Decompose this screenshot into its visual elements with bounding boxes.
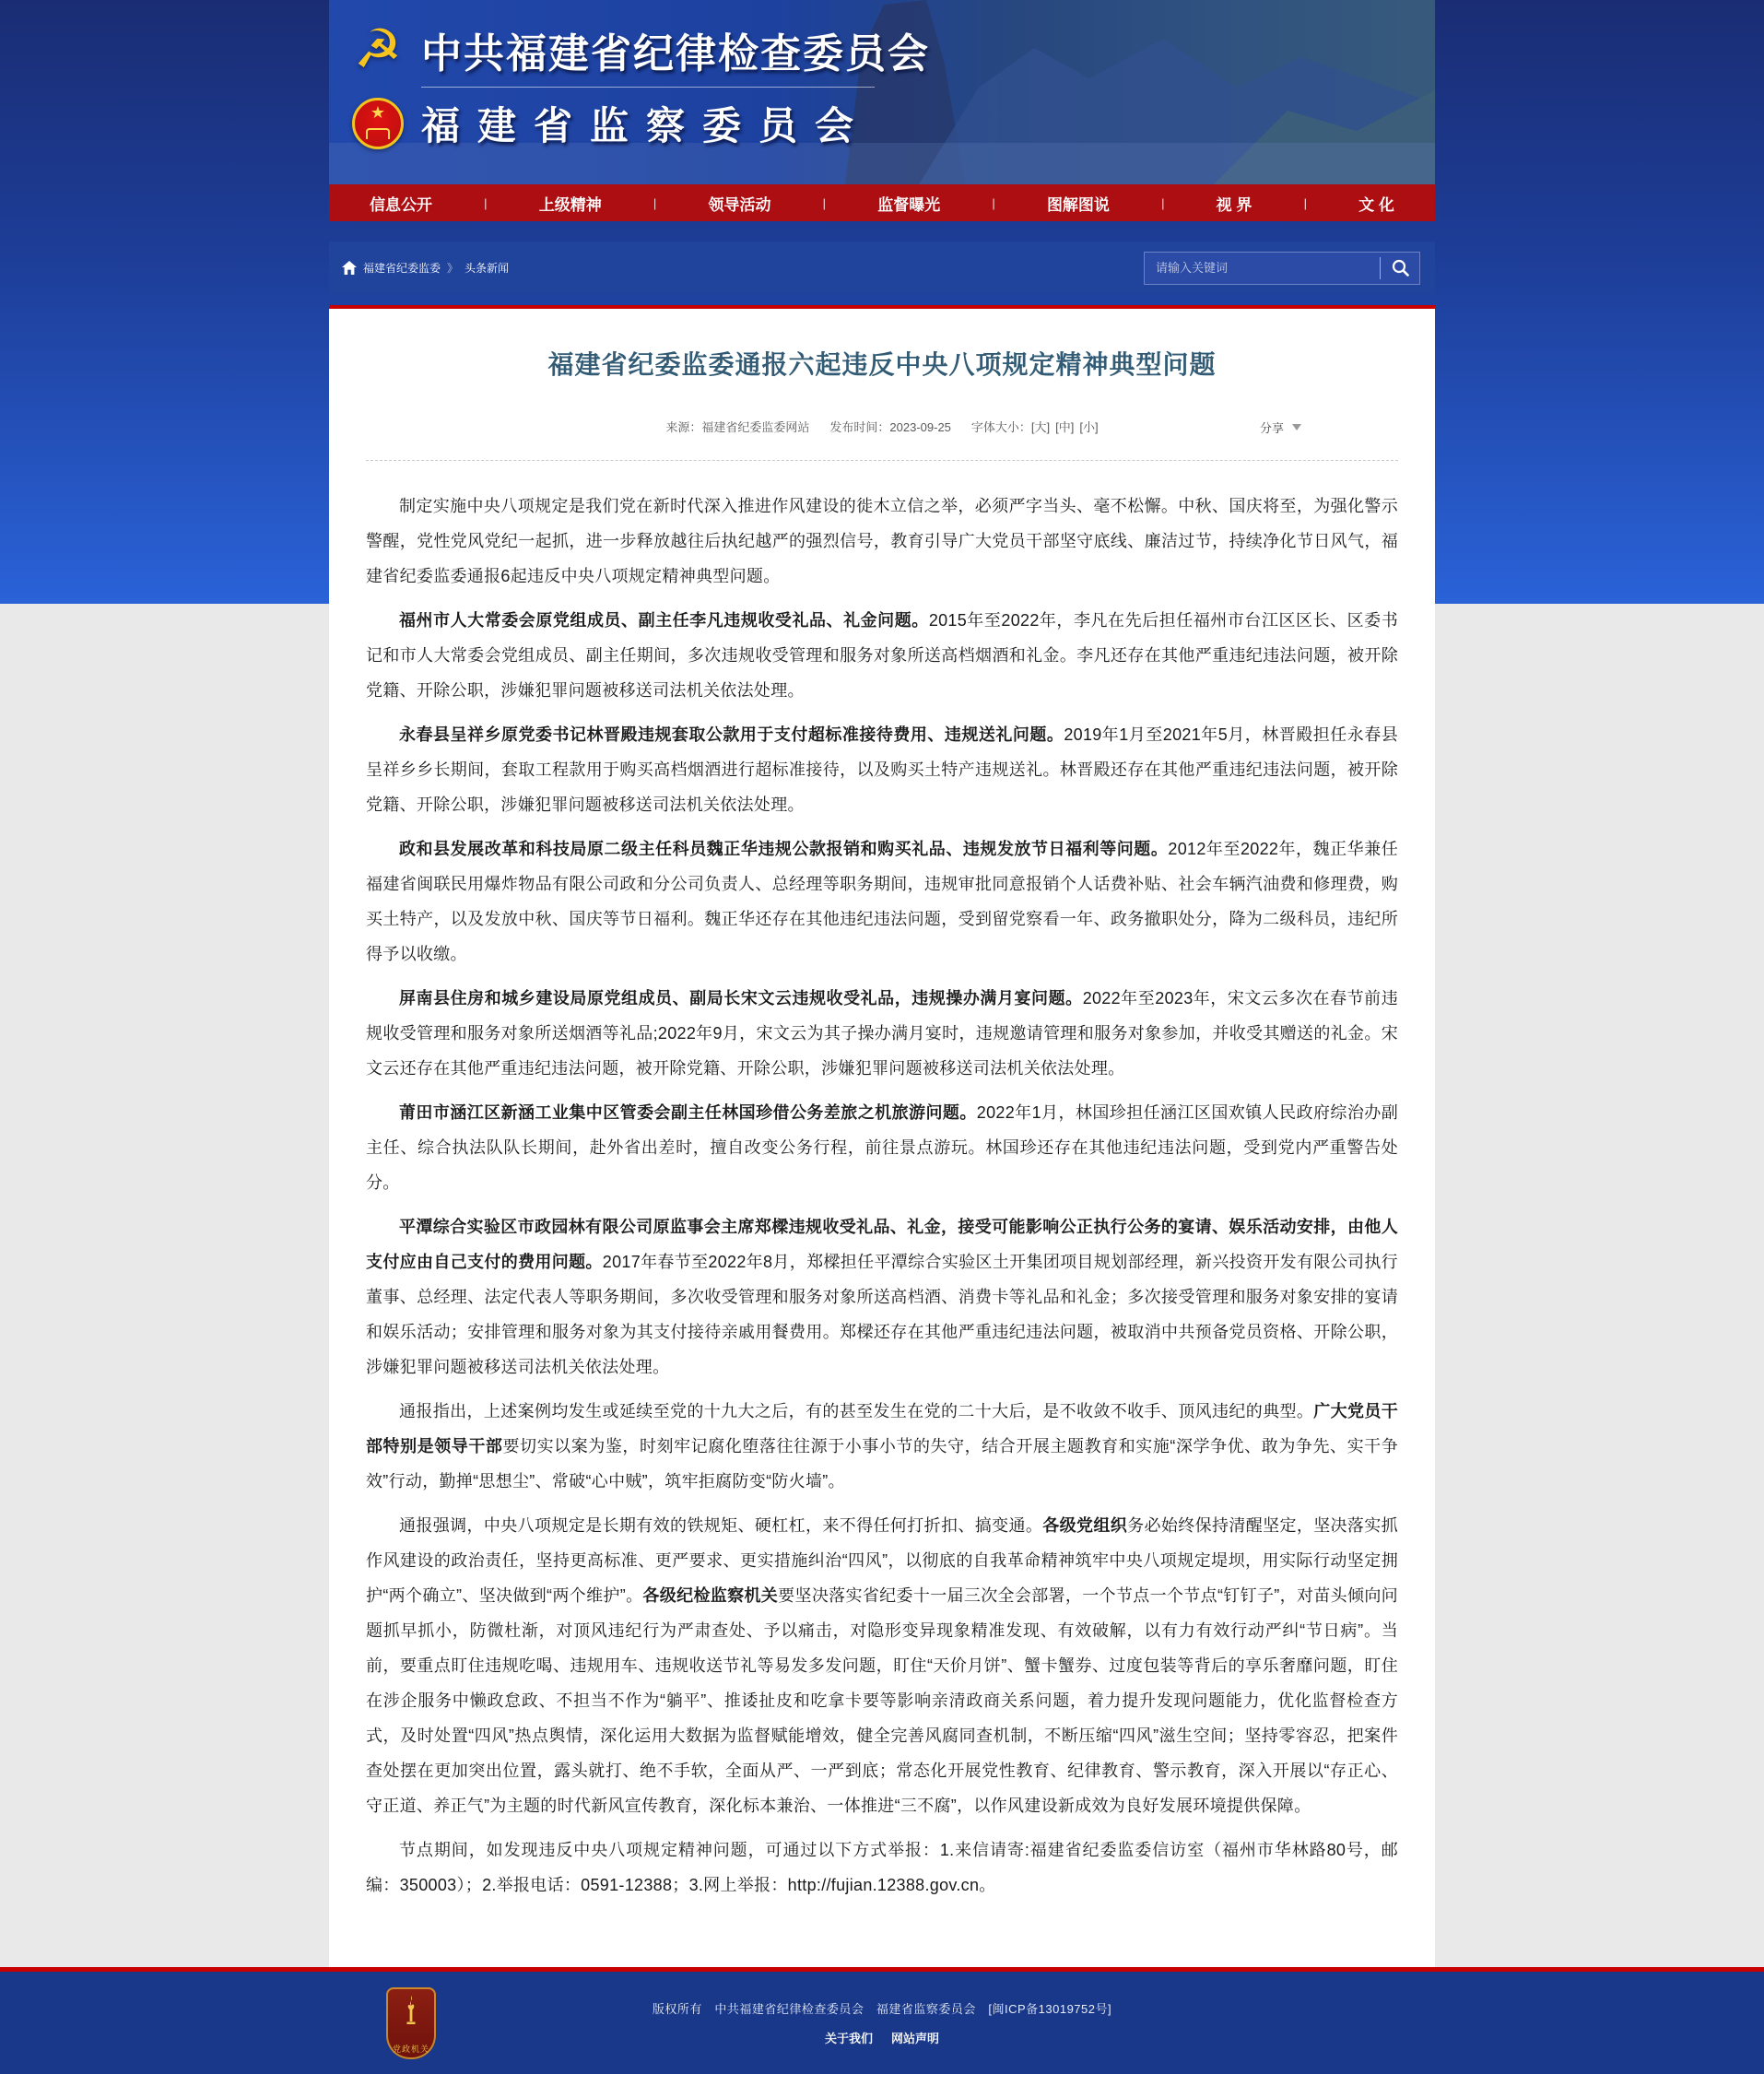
nav-separator: |: [484, 195, 488, 210]
footer-link-0[interactable]: 关于我们: [824, 2032, 873, 2045]
article-meta-row: [366, 418, 1398, 436]
breadcrumb-separator: 》: [447, 262, 459, 275]
nav-item-5[interactable]: 视 界: [1216, 195, 1252, 214]
article-paragraph: 制定实施中央八项规定是我们党在新时代深入推进作风建设的徙木立信之举，必须严字当头、毫不松懈。中秋、国庆将至，为强化警示警醒，党性党风党纪一起抓，进一步释放越往后执纪越严的强烈信号，教育引导广大党员干部坚守底线、廉洁过节，持续净化节日风气，福建省纪委监委通报6起违反中央八项规定精神典型问题。: [366, 497, 1398, 585]
share-label[interactable]: 分享: [1259, 421, 1284, 435]
article-paragraph: 屏南县住房和城乡建设局原党组成员、副局长宋文云违规收受礼品，违规操办满月宴问题。2022年至2023年，宋文云多次在春节前违规收受管理和服务对象所送烟酒等礼品;2022年9月，宋文云为其子操办满月宴时，违规邀请管理和服务对象参加，并收受其赠送的礼金。宋文云还存在其他严重违纪违法问题，被开除党籍、开除公职，涉嫌犯罪问题被移送司法机关依法处理。: [366, 989, 1399, 1078]
national-emblem-icon: [352, 98, 404, 149]
nav-separator: |: [822, 195, 827, 210]
share-button[interactable]: [1260, 418, 1301, 436]
search-button[interactable]: [1381, 253, 1419, 284]
article-paragraph: 通报强调，中央八项规定是长期有效的铁规矩、硬杠杠，来不得任何打折扣、搞变通。各级党组织务必始终保持清醒坚定，坚决落实抓作风建设的政治责任，坚持更高标准、更严要求、更实措施纠治“四风”，以彻底的自我革命精神筑牢中央八项规定堤坝，用实际行动坚定拥护“两个确立”、坚决做到“两个维护”。各级纪检监察机关要坚决落实省纪委十一届三次全会部署，一个节点一个节点“钉钉子”，对苗头倾向问题抓早抓小，防微杜渐，对顶风违纪行为严肃查处、予以痛击，对隐形变异现象精准发现、有效破解，以有力有效行动严纠“节日病”。当前，要重点盯住违规吃喝、违规用车、违规收送节礼等易发多发问题，盯住“天价月饼”、蟹卡蟹券、过度包装等背后的享乐奢靡问题，盯住在涉企服务中懒政怠政、不担当不作为“躺平”、推诿扯皮和吃拿卡要等影响亲清政商关系问题，着力提升发现问题能力，优化监督检查方式，及时处置“四风”热点舆情，深化运用大数据为监督赋能增效，健全完善风腐同查机制，不断压缩“四风”滋生空间；坚持零容忍，把案件查处摆在更加突出位置，露头就打、绝不手软，全面从严、一严到底；常态化开展党性教育、纪律教育、警示教育，深入开展以“存正心、守正道、养正气”为主题的时代新风宣传教育，深化标本兼治、一体推进“三不腐”，以作风建设新成效为良好发展环境提供保障。: [366, 1516, 1398, 1815]
article-paragraph: 莆田市涵江区新涵工业集中区管委会副主任林国珍借公务差旅之机旅游问题。2022年1月，林国珍担任涵江区国欢镇人民政府综治办副主任、综合执法队队长期间，赴外省出差时，擅自改变公务行程，前往景点游玩。林国珍还存在其他违纪违法问题，受到党内严重警告处分。: [366, 1103, 1399, 1192]
meta-divider: [366, 460, 1398, 461]
meta-source-label: 来源：: [665, 420, 702, 434]
article-paragraph: 永春县呈祥乡原党委书记林晋殿违规套取公款用于支付超标准接待费用、违规送礼问题。2019年1月至2021年5月，林晋殿担任永春县呈祥乡乡长期间，套取工程款用于购买高档烟酒进行超标准接待，以及购买土特产违规送礼。林晋殿还存在其他严重违纪违法问题，被开除党籍、开除公职，涉嫌犯罪问题被移送司法机关依法处理。: [366, 725, 1399, 814]
nav-separator: |: [1303, 195, 1307, 210]
search-input[interactable]: [1145, 261, 1380, 275]
site-header: [329, 0, 1435, 184]
content-column: [329, 0, 1435, 1967]
footer-links: [825, 2029, 939, 2046]
search-box: [1144, 252, 1420, 285]
nav-separator: |: [1161, 195, 1165, 210]
article-paragraph: 平潭综合实验区市政园林有限公司原监事会主席郑樑违规收受礼品、礼金，接受可能影响公正执行公务的宴请、娱乐活动安排，由他人支付应由自己支付的费用问题。2017年春节至2022年8月，郑樑担任平潭综合实验区土开集团项目规划部经理，新兴投资开发有限公司执行董事、总经理、法定代表人等职务期间，多次收受管理和服务对象所送高档酒、消费卡等礼品和礼金；多次接受管理和服务对象安排的宴请和娱乐活动；安排管理和服务对象为其支付接待亲戚用餐费用。郑樑还存在其他严重违纪违法问题，被取消中共预备党员资格、开除公职，涉嫌犯罪问题被移送司法机关依法处理。: [366, 1218, 1398, 1376]
nav-item-6[interactable]: 文 化: [1358, 195, 1394, 214]
article-paragraph: 通报指出，上述案例均发生或延续至党的十九大之后，有的甚至发生在党的二十大后，是不收敛不收手、顶风违纪的典型。广大党员干部特别是领导干部要切实以案为鉴，时刻牢记腐化堕落往往源于小事小节的失守，结合开展主题教育和实施“深学争优、敢为争先、实干争效”行动，勤掸“思想尘”、常破“心中贼”，筑牢拒腐防变“防火墙”。: [366, 1402, 1398, 1491]
org-title-line1: 中共福建省纪律检查委员会: [421, 31, 930, 77]
party-emblem-icon: ☭: [354, 19, 402, 79]
nav-item-0[interactable]: 信息公开: [370, 195, 432, 214]
nav-separator: |: [992, 195, 995, 210]
site-brand: [349, 20, 930, 151]
article-body: [366, 489, 1398, 1903]
fontsize-options: [1031, 420, 1099, 434]
article-title: 福建省纪委监委通报六起违反中央八项规定精神典型问题: [547, 350, 1217, 379]
brand-divider: [421, 87, 875, 88]
nav-separator: |: [653, 195, 657, 210]
search-icon: [1392, 259, 1409, 277]
article-paragraph: 政和县发展改革和科技局原二级主任科员魏正华违规公款报销和购买礼品、违规发放节日福利等问题。2012年至2022年，魏正华兼任福建省闽联民用爆炸物品有限公司政和分公司负责人、总经理等职务期间，违规审批同意报销个人话费补贴、社会车辆汽油费和修理费，购买土特产，以及发放中秋、国庆等节日福利。魏正华还存在其他违纪违法问题，受到留党察看一年、政务撤职处分，降为二级科员，违纪所得予以收缴。: [366, 840, 1398, 963]
gov-badge-icon: [386, 1987, 436, 2059]
article-meta: [366, 418, 1398, 435]
fontsize-option-2[interactable]: [小]: [1079, 420, 1099, 434]
footer-link-1[interactable]: 网站声明: [891, 2032, 940, 2045]
footer-copyright: 版权所有 中共福建省纪律检查委员会 福建省监察委员会 [闽ICP备13019752号]: [652, 2002, 1112, 2016]
nav-item-2[interactable]: 领导活动: [708, 195, 771, 214]
meta-time-label: 发布时间：: [829, 420, 890, 434]
fontsize-option-1[interactable]: [中]: [1055, 420, 1075, 434]
breadcrumb-site-link[interactable]: 福建省纪委监委: [363, 262, 441, 275]
chevron-down-icon: [1292, 424, 1301, 430]
article-paragraph: 节点期间，如发现违反中央八项规定精神问题，可通过以下方式举报：1.来信请寄:福建省纪委监委信访室（福州市华林路80号，邮编：350003）；2.举报电话：0591-12388；3.网上举报：http://fujian.12388.gov.cn。: [366, 1841, 1398, 1894]
article-paragraph: 福州市人大常委会原党组成员、副主任李凡违规收受礼品、礼金问题。2015年至2022年，李凡在先后担任福州市台江区区长、区委书记和市人大常委会党组成员、副主任期间，多次违规收受管理和服务对象所送高档烟酒和礼金。李凡还存在其他严重违纪违法问题，被开除党籍、开除公职，涉嫌犯罪问题被移送司法机关依法处理。: [366, 611, 1399, 700]
article-panel: [329, 305, 1435, 1967]
breadcrumb: [342, 260, 509, 276]
breadcrumb-current: 头条新闻: [465, 262, 510, 275]
gov-badge-label: 党政机关: [392, 2044, 429, 2054]
home-icon[interactable]: [342, 261, 357, 275]
breadcrumb-bar: [329, 242, 1435, 294]
nav-item-4[interactable]: 图解图说: [1046, 195, 1110, 214]
meta-source-value: 福建省纪委监委网站: [701, 420, 810, 434]
main-nav: [329, 184, 1435, 221]
meta-time-value: 2023-09-25: [889, 420, 951, 434]
org-title-line2: 福建省监察委员会: [421, 104, 872, 147]
fontsize-option-0[interactable]: [大]: [1030, 420, 1051, 434]
nav-item-3[interactable]: 监督曝光: [877, 195, 941, 214]
site-footer: [0, 1967, 1764, 2074]
nav-item-1[interactable]: 上级精神: [538, 195, 602, 214]
footer-inner: [329, 1972, 1435, 2074]
meta-fontsize-label: 字体大小：: [970, 420, 1031, 434]
